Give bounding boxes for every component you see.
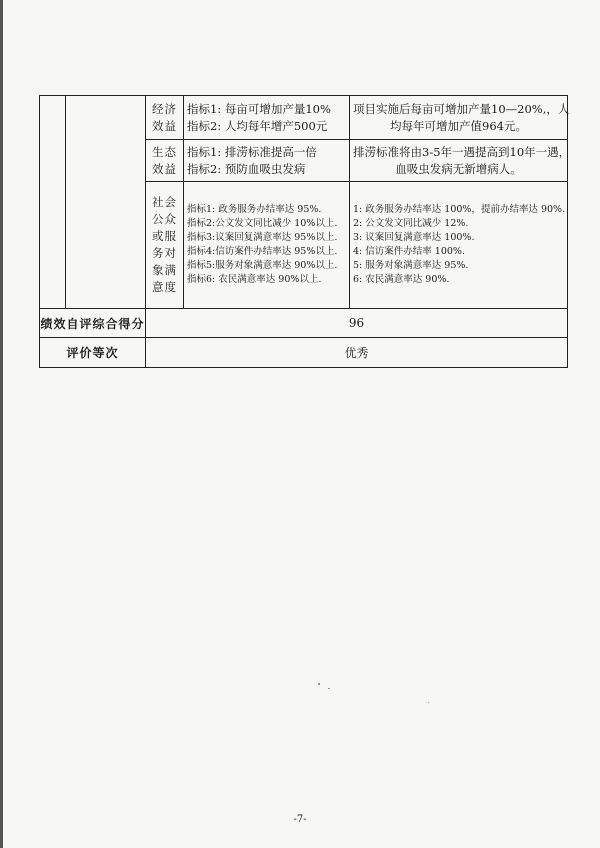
- ecological-indicators: [184, 140, 350, 182]
- ecological-benefit-label: [146, 140, 184, 182]
- indicator-line: 指标3:议案回复满意率达 95%以上.: [187, 232, 338, 243]
- economic-result: [350, 96, 568, 140]
- result-line: 均每年可增加产值964元。: [390, 118, 527, 133]
- economic-benefit-label: [146, 96, 184, 140]
- score-label: 绩效自评综合得分: [40, 309, 146, 338]
- economic-indicators: [184, 96, 350, 140]
- scan-page-edge: [0, 0, 3, 848]
- public-indicators: [184, 182, 350, 309]
- category-text: 社会公众或服务对象满意度: [152, 195, 177, 294]
- page-number: -7-: [293, 814, 307, 825]
- result-line: 排涝标准将由3-5年一遇提高到10年一遇，: [353, 144, 571, 159]
- economic-benefit-row: [40, 96, 568, 140]
- indicator-line: 指标1: 每亩可增加产量10%: [187, 101, 331, 116]
- result-line: 3: 议案回复满意率达 100%.: [353, 232, 475, 243]
- result-line: 5: 服务对象满意率达 95%.: [353, 260, 469, 271]
- middle-category-cell: [66, 96, 146, 309]
- score-value: 96: [146, 309, 568, 338]
- indicator-line: 指标2: 预防血吸虫发病: [187, 161, 306, 176]
- indicator-line: 指标1: 排涝标准提高一倍: [187, 144, 317, 159]
- result-line: 4: 信访案件办结率 100%.: [353, 246, 465, 257]
- result-line: 2: 公文发文同比减少 12%.: [353, 218, 469, 229]
- result-line: 项目实施后每亩可增加产量10—20%,，人: [353, 101, 570, 116]
- result-line: 血吸虫发病无新增病人。: [395, 161, 522, 176]
- indicator-line: 指标2:公文发文同比减少 10%以上.: [187, 218, 338, 229]
- public-result: [350, 182, 568, 309]
- ecological-result: [350, 140, 571, 182]
- grade-value: 优秀: [146, 338, 568, 368]
- indicator-line: 指标1: 政务服务办结率达 95%.: [187, 204, 322, 215]
- indicator-line: 指标4:信访案件办结率达 95%以上.: [187, 246, 338, 257]
- indicator-line: 指标5:服务对象满意率达 90%以上.: [187, 260, 338, 271]
- public-satisfaction-label: [146, 182, 184, 309]
- category-text: 经济效益: [152, 101, 177, 133]
- result-line: 1: 政务服务办结率达 100%，提前办结率达 90%.: [353, 204, 566, 215]
- indicator-line: 指标6: 农民满意率达 90%以上.: [187, 274, 322, 285]
- score-row: [40, 309, 568, 338]
- result-line: 6: 农民满意率达 90%.: [353, 274, 450, 285]
- grade-row: [40, 338, 568, 368]
- outer-category-cell: [40, 96, 66, 309]
- indicator-line: 指标2: 人均每年增产500元: [187, 118, 328, 133]
- scan-speck: [328, 688, 330, 689]
- performance-evaluation-table: [39, 95, 571, 368]
- grade-label: 评价等次: [40, 338, 146, 368]
- scan-speck: [428, 702, 429, 703]
- category-text: 生态效益: [152, 144, 177, 176]
- scan-speck: [318, 683, 320, 685]
